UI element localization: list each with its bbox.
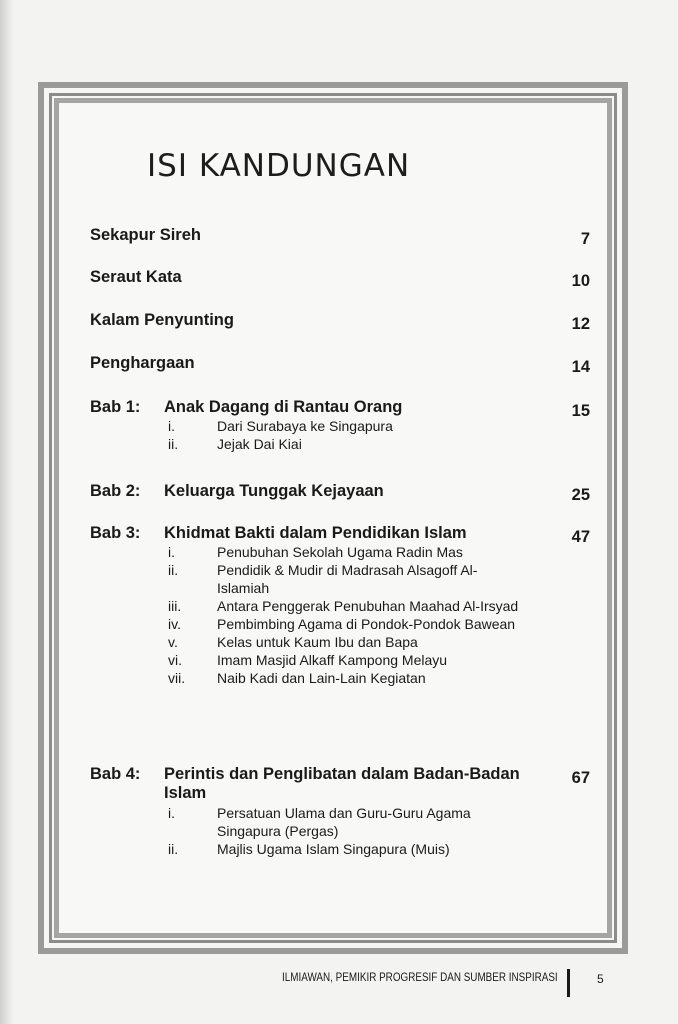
section-title: Antara Penggerak Penubuhan Maahad Al-Irsyad <box>217 598 519 614</box>
chapter-label: Bab 4: <box>90 765 141 783</box>
section-title: Persatuan Ulama dan Guru-Guru Agama Singapura (Pergas) <box>217 805 471 839</box>
section-number: v. <box>168 634 178 650</box>
chapter-title: Keluarga Tunggak Kejayaan <box>164 482 384 500</box>
section-title: Pembimbing Agama di Pondok-Pondok Bawean <box>217 616 516 632</box>
section-list <box>168 804 528 858</box>
section-number: iv. <box>168 616 181 632</box>
section-item[interactable] <box>168 840 528 858</box>
section-number: ii. <box>168 436 179 452</box>
section-item[interactable] <box>168 597 528 615</box>
section-number: ii. <box>168 841 179 857</box>
section-item[interactable] <box>168 651 528 669</box>
section-item[interactable] <box>168 804 528 840</box>
section-item[interactable] <box>168 417 528 435</box>
section-number: i. <box>168 544 175 560</box>
page-number: 5 <box>597 972 604 986</box>
section-number: iii. <box>168 598 182 614</box>
section-title: Pendidik & Mudir di Madrasah Alsagoff Al-Islamiah <box>217 562 478 596</box>
footer-divider <box>567 969 570 997</box>
chapter-label: Bab 2: <box>90 482 141 500</box>
section-title: Naib Kadi dan Lain-Lain Kegiatan <box>217 670 426 686</box>
toc-entry-title: Sekapur Sireh <box>90 226 201 244</box>
section-item[interactable] <box>168 435 528 453</box>
toc-entry-page: 10 <box>571 272 590 290</box>
chapter-title: Anak Dagang di Rantau Orang <box>164 398 403 416</box>
section-item[interactable] <box>168 669 528 687</box>
section-list <box>168 543 528 687</box>
toc-entry-page: 7 <box>580 230 590 248</box>
section-list <box>168 417 528 453</box>
toc-entry-page: 15 <box>571 402 590 420</box>
section-item[interactable] <box>168 561 528 597</box>
toc-entry-page: 25 <box>571 486 590 504</box>
toc-entry-title: Penghargaan <box>90 354 195 372</box>
chapter-label: Bab 1: <box>90 398 141 416</box>
section-title: Kelas untuk Kaum Ibu dan Bapa <box>217 634 418 650</box>
toc-entry-title: Kalam Penyunting <box>90 311 234 329</box>
section-item[interactable] <box>168 543 528 561</box>
page-title: ISI KANDUNGAN <box>147 148 411 184</box>
section-number: ii. <box>168 562 179 578</box>
chapter-title: Khidmat Bakti dalam Pendidikan Islam <box>164 524 467 542</box>
toc-entry-page: 14 <box>571 358 590 376</box>
section-title: Penubuhan Sekolah Ugama Radin Mas <box>217 544 463 560</box>
chapter-title: Perintis dan Penglibatan dalam Badan-Badan Islam <box>164 765 520 802</box>
running-title: ILMIAWAN, PEMIKIR PROGRESIF DAN SUMBER INSPIRASI <box>282 972 558 984</box>
section-item[interactable] <box>168 633 528 651</box>
section-number: i. <box>168 805 175 821</box>
section-title: Majlis Ugama Islam Singapura (Muis) <box>217 841 450 857</box>
toc-entry-page: 67 <box>571 769 590 787</box>
section-title: Jejak Dai Kiai <box>217 436 302 452</box>
section-title: Dari Surabaya ke Singapura <box>217 418 393 434</box>
section-number: i. <box>168 418 175 434</box>
section-title: Imam Masjid Alkaff Kampong Melayu <box>217 652 448 668</box>
chapter-label: Bab 3: <box>90 524 141 542</box>
section-number: vii. <box>168 670 186 686</box>
toc-entry-title: Seraut Kata <box>90 268 182 286</box>
toc-entry-page: 47 <box>571 528 590 546</box>
section-item[interactable] <box>168 615 528 633</box>
section-number: vi. <box>168 652 182 668</box>
toc-entry-page: 12 <box>571 315 590 333</box>
